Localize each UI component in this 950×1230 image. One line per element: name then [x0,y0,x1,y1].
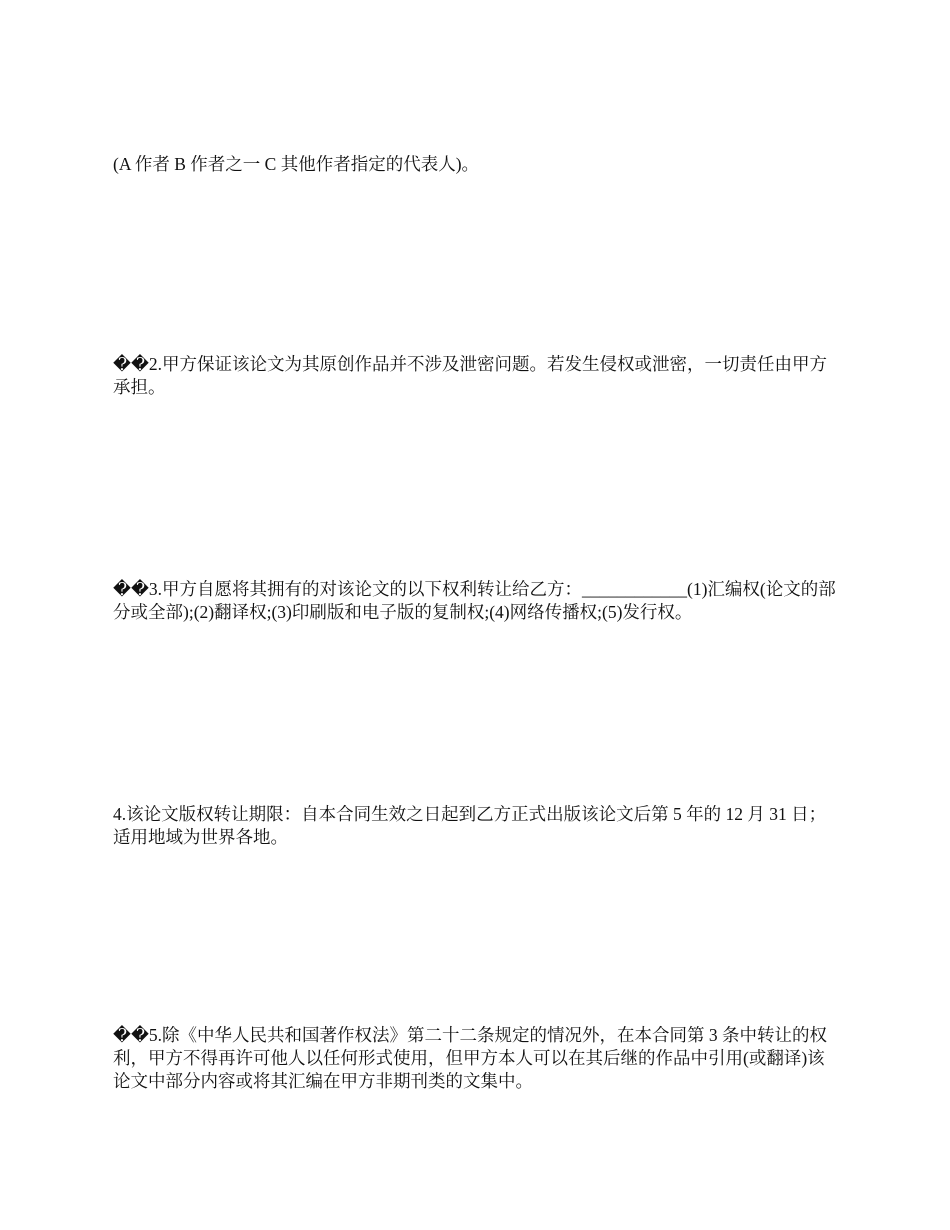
paragraph-clause-3: ��3.甲方自愿将其拥有的对该论文的以下权利转让给乙方：____________(1)汇编权(论文的部分或全部);(2)翻译权;(3)印刷版和电子版的复制权;(4)网络传播权;(5)发行权。 [113,579,836,622]
paragraph-clause-5: ��5.除《中华人民共和国著作权法》第二十二条规定的情况外，在本合同第 3 条中转让的权利，甲方不得再许可他人以任何形式使用，但甲方本人可以在其后继的作品中引用(或翻译)该论文中部分内容或将其汇编在甲方非期刊类的文集中。 [113,1025,828,1091]
paragraph-author-options: (A 作者 B 作者之一 C 其他作者指定的代表人)。 [113,154,480,174]
paragraph-clause-2: ��2.甲方保证该论文为其原创作品并不涉及泄密问题。若发生侵权或泄密，一切责任由甲方承担。 [113,354,828,397]
paragraph-clause-4: 4.该论文版权转让期限：自本合同生效之日起到乙方正式出版该论文后第 5 年的 12 月 31 日；适用地域为世界各地。 [113,804,827,847]
